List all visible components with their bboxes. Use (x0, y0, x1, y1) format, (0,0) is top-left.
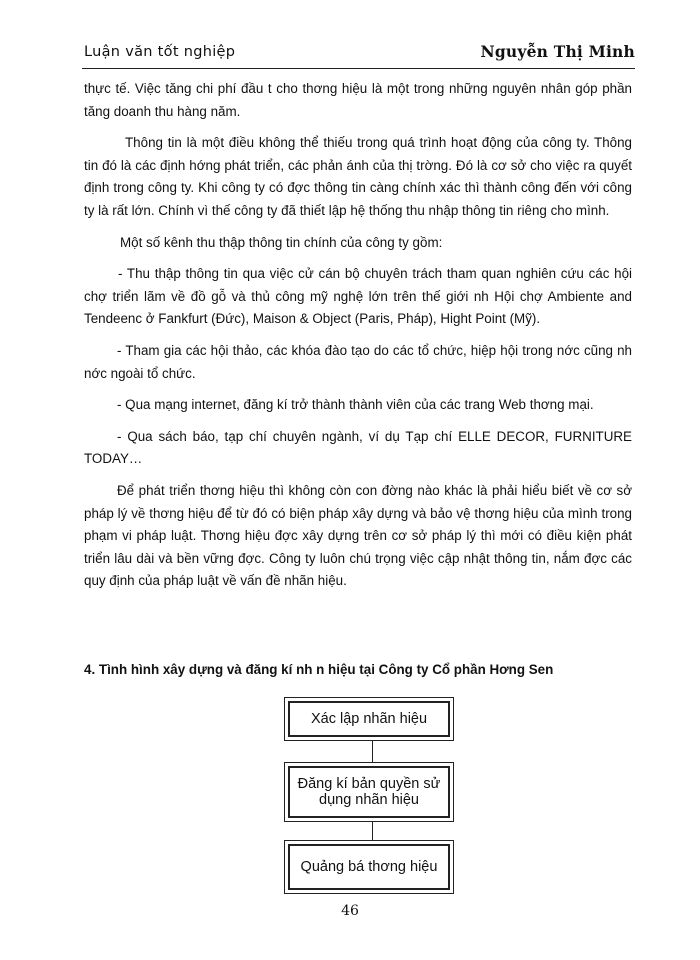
flow-step-label: Đăng kí bản quyền sử dụng nhãn hiệu (288, 766, 450, 818)
header-title: Luận văn tốt nghiệp (84, 44, 236, 60)
paragraph: Thông tin là một điều không thể thiếu trong quá trình hoạt động của công ty. Thông tin đó là các định hớng phát triển, các phản ánh của thị trờng. Đó là cơ sở cho việc ra quyết định trong công ty. Khi công ty có đợc thông tin càng chính xác thì thành công đến với công ty là rất lớn. Chính vì thế công ty đã thiết lập hệ thống thu nhập thông tin riêng cho mình. (84, 135, 632, 218)
flow-step-promote (284, 840, 454, 894)
page-header (82, 40, 635, 69)
header-author: Nguyễn Thị Minh (480, 42, 635, 61)
flow-step-establish (284, 697, 454, 741)
section-heading: 4. Tình hình xây dựng và đăng kí nh n hiệu tại Công ty Cổ phần Hơng Sen (84, 662, 554, 677)
list-item: - Qua mạng internet, đăng kí trở thành thành viên của các trang Web thơng mại. (117, 397, 594, 413)
flow-step-label: Quảng bá thơng hiệu (288, 844, 450, 890)
list-item: - Tham gia các hội thảo, các khóa đào tạo do các tổ chức, hiệp hội trong nớc cũng nh nớc ngoài tổ chức. (84, 342, 632, 381)
paragraph: thực tế. Việc tăng chi phí đầu t cho thơng hiệu là một trong những nguyên nhân góp phần tăng doanh thu hàng năm. (84, 81, 632, 119)
list-item: - Qua sách báo, tạp chí chuyên ngành, ví dụ Tạp chí ELLE DECOR, FURNITURE TODAY… (84, 428, 632, 467)
paragraph: Để phát triển thơng hiệu thì không còn con đờng nào khác là phải hiểu biết về cơ sở pháp lý về thơng hiệu để từ đó có biện pháp xây dựng và bảo vệ thơng hiệu của mình trong phạm vi pháp luật. Thơng hiệu đợc xây dựng trên cơ sở pháp lý thì mới có điều kiện phát triển lâu dài và bền vững đợc. Công ty luôn chú trọng việc cập nhật thông tin, nắm đợc các quy định của pháp luật về vấn đề nhãn hiệu. (84, 482, 632, 589)
body-text (84, 78, 632, 602)
flow-step-label: Xác lập nhãn hiệu (288, 701, 450, 737)
flow-step-register (284, 762, 454, 822)
page-number: 46 (341, 903, 359, 919)
list-item: - Thu thập thông tin qua việc cử cán bộ chuyên trách tham quan nghiên cứu các hội chợ triển lãm về đồ gỗ và thủ công mỹ nghệ lớn trên thế giới nh Hội chợ Ambiente and Tendeenc ở Fankfurt (Đức), Maison & Object (Paris, Pháp), Hight Point (Mỹ). (84, 266, 632, 327)
paragraph: Một số kênh thu thập thông tin chính của công ty gồm: (120, 234, 443, 250)
